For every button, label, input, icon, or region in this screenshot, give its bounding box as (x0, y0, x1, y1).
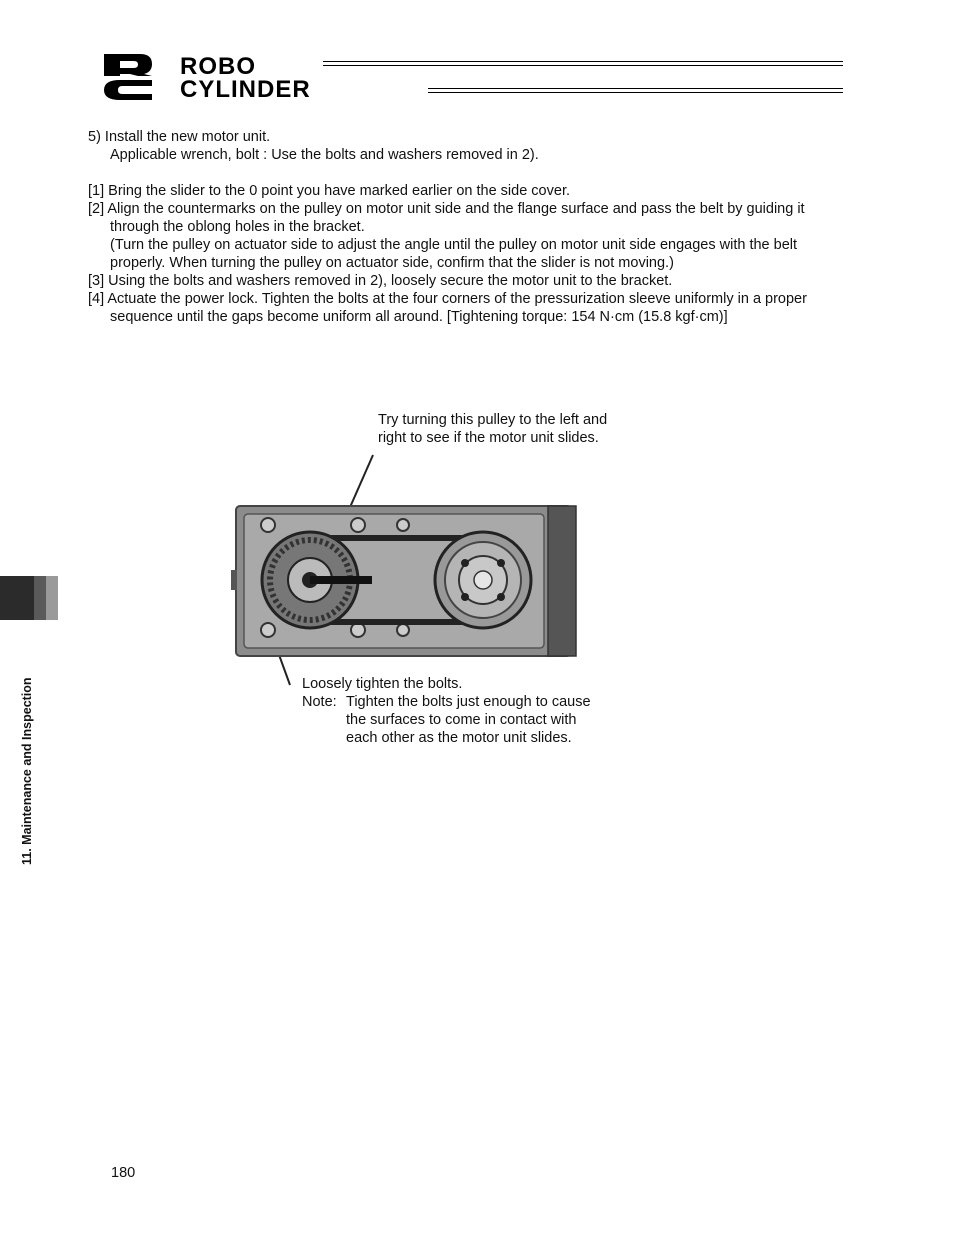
header-rule-2a (428, 88, 843, 89)
hub-bolt-2 (497, 559, 505, 567)
chapter-tab-mid (34, 576, 46, 620)
header-rule-1a (323, 61, 843, 62)
bolt-top-mid (351, 518, 365, 532)
motor-unit-figure (228, 450, 588, 694)
bolt-bottom-left (261, 623, 275, 637)
step5-title: 5) Install the new motor unit. (88, 129, 271, 145)
actuator-center (474, 571, 492, 589)
callout-bottom-line-3: the surfaces to come in contact with (346, 712, 577, 728)
side-knob (231, 570, 237, 590)
page-number: 180 (111, 1165, 136, 1181)
bolt-top-right (397, 519, 409, 531)
chapter-side-label: 11. Maintenance and Inspection (20, 677, 34, 865)
item-2-line-1: [2] Align the countermarks on the pulley on motor unit side and the flange surface and pass the belt by guiding it (88, 201, 805, 217)
item-3: [3] Using the bolts and washers removed in 2), loosely secure the motor unit to the bracket. (88, 273, 673, 289)
hub-bolt-1 (461, 559, 469, 567)
callout-bottom-line-4: each other as the motor unit slides. (346, 730, 572, 746)
motor-unit-drawing (228, 450, 588, 690)
callout-note-label: Note: (302, 694, 337, 710)
chapter-tab-dark (0, 576, 34, 620)
logo-line2: CYLINDER (180, 76, 311, 102)
logo-line1: ROBO (180, 53, 256, 80)
callout-top-line-1: Try turning this pulley to the left and (378, 412, 608, 428)
bolt-bottom-right (397, 624, 409, 636)
hub-bolt-3 (461, 593, 469, 601)
chapter-tab-light (46, 576, 58, 620)
header-rule-1b (323, 65, 843, 66)
item-4-line-1: [4] Actuate the power lock. Tighten the bolts at the four corners of the pressurization sleeve uniformly in a proper (88, 291, 807, 307)
countermark-bar (310, 576, 372, 584)
end-flange (548, 506, 576, 656)
item-2-line-2: through the oblong holes in the bracket. (110, 219, 365, 235)
header-rule-2b (428, 92, 843, 93)
item-1: [1] Bring the slider to the 0 point you have marked earlier on the side cover. (88, 183, 570, 199)
rc-logo-mark (100, 52, 430, 102)
callout-top-line-2: right to see if the motor unit slides. (378, 430, 599, 446)
step5-subtitle: Applicable wrench, bolt : Use the bolts and washers removed in 2). (110, 147, 539, 163)
bolt-bottom-mid (351, 623, 365, 637)
item-2-line-3: (Turn the pulley on actuator side to adjust the angle until the pulley on motor unit side engages with the belt (110, 237, 798, 253)
callout-bottom-line-2: Tighten the bolts just enough to cause (346, 694, 591, 710)
item-2-line-4: properly. When turning the pulley on actuator side, confirm that the slider is not moving.) (110, 255, 674, 271)
hub-bolt-4 (497, 593, 505, 601)
item-4-line-2: sequence until the gaps become uniform all around. [Tightening torque: 154 N·cm (15.8 kgf·cm)] (110, 309, 728, 325)
bolt-top-left (261, 518, 275, 532)
callout-bottom-line-1: Loosely tighten the bolts. (302, 676, 463, 692)
